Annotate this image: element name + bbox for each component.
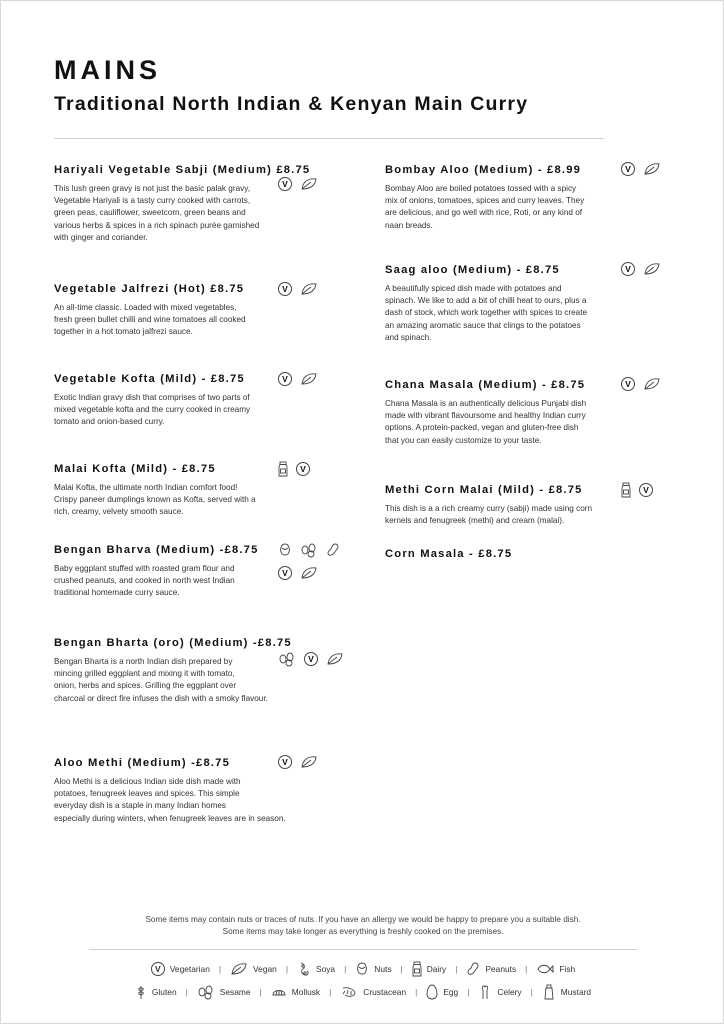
legend-separator: | [467,987,470,997]
fish-icon [536,963,554,975]
description-line: mix of onions, tomatoes, spices and curry leaves. They [385,196,585,206]
peanuts-icon [466,961,480,977]
dietary-icons [278,372,338,386]
description-line: especially during winters, when fenugreek leaves are in season. [54,813,286,823]
description-line: This lush green gravy is not just the basic palak gravy, [54,184,250,193]
description-line: options. A protein-packed, vegan and gluten-free dish [385,423,579,433]
vegan-icon [300,755,318,769]
description-line: made with vibrant flavoursome and healthy Indian curry [385,411,586,421]
description-line: mincing grilled eggplant and mixing it with tomato, [54,669,235,679]
legend-separator: | [400,964,403,974]
dietary-icons [278,282,338,296]
menu-item-name: Hariyali Vegetable Sabji (Medium) £8.75 [54,164,311,176]
legend-separator: | [455,964,458,974]
legend-item-fish [536,963,575,975]
description-line: Baby eggplant stuffed with roasted gram flour and [54,564,235,573]
nuts-icon [278,542,292,558]
legend-separator: | [218,964,222,974]
menu-item-description [385,183,584,232]
dietary-icons [278,755,338,769]
vegetarian-icon: V [278,755,292,769]
dietary-icons [278,461,338,477]
dairy-icon [621,482,631,498]
dietary-icons [621,262,681,276]
legend-label: Vegetarian [169,964,210,974]
legend-item-dairy [412,961,447,977]
celery-icon [478,984,492,1000]
description-line: Crispy paneer dumplings known as Kofta, served with a [54,495,256,505]
mustard-icon [542,984,556,1000]
menu-item-description [385,398,586,447]
legend-separator: | [259,987,262,997]
legend-separator: | [285,964,288,974]
peanuts-icon [326,542,340,558]
description-line: Exotic Indian gravy dish that comprises of two parts of [54,393,250,402]
legend-item-crustacean [340,985,406,999]
menu-item-description [54,776,286,825]
description-line: various herbs & spices in a rich spinach purée garnished [54,220,260,230]
legend-item-celery [478,984,521,1000]
allergy-note-line-1: Some items may contain nuts or traces of nuts. If you have an allergy we would be happy to prepare you a suitable dish. [145,915,581,924]
legend-label: Soya [316,964,336,974]
allergy-note [61,914,665,938]
legend-label: Celery [497,987,522,997]
legend-separator: | [329,987,332,997]
soya-icon [297,961,311,977]
menu-item [54,373,250,429]
legend-label: Fish [559,964,576,974]
menu-item [54,463,256,519]
legend-item-peanuts [466,961,516,977]
description-line: that you can easily customize to your taste. [385,435,542,445]
menu-item-description [54,302,246,339]
gluten-icon [135,984,147,1000]
menu-item-description [54,482,256,519]
menu-item-name: Vegetable Kofta (Mild) - £8.75 [54,373,245,385]
description-line: Bengan Bharta is a north Indian dish prepared by [54,657,233,666]
vegan-icon [230,962,248,976]
description-line: everyday dish is a staple in many Indian homes [54,801,227,811]
description-line: mixed vegetable kofta and the curry cooked in creamy [54,405,251,415]
description-line: Chana Masala is an authentically delicious Punjabi dish [385,399,587,408]
sesame-icon [197,984,215,1000]
description-line: an amazing aromatic sauce that clings to the potatoes [385,320,581,330]
legend-label: Dairy [426,964,447,974]
vegan-icon [643,162,661,176]
description-line: tomato and onion-based curry. [54,417,165,427]
menu-item-description [54,183,310,244]
menu-item-name: Bengan Bharta (oro) (Medium) -£8.75 [54,637,292,649]
legend-separator: | [415,987,418,997]
legend-separator: | [185,987,188,997]
vegetarian-icon: V [639,483,653,497]
description-line: potatoes, fenugreek leaves and spices. This simple [54,789,240,799]
menu-item-name: Corn Masala - £8.75 [385,548,513,560]
description-line: together in a hot tomato jalfrezi sauce. [54,327,193,337]
menu-item [385,484,592,527]
menu-item-name: Methi Corn Malai (Mild) - £8.75 [385,484,583,496]
vegetarian-icon: V [151,962,165,976]
description-line: crushed peanuts, and cooked in north west Indian [54,576,235,586]
legend-label: Sesame [219,987,251,997]
description-line: rich, creamy, velvety smooth sauce. [54,507,184,517]
description-line: charcoal or direct fire infuses the dish with a smoky flavour. [54,693,268,703]
nuts-icon [355,961,369,977]
vegetarian-icon: V [278,566,292,580]
menu-item [385,264,587,344]
description-line: Bombay Aloo are boiled potatoes tossed with a spicy [385,184,577,193]
legend-label: Peanuts [485,964,517,974]
legend-item-gluten [135,984,177,1000]
description-line: kernels and fenugreek (methi) and cream (malai). [385,516,565,526]
vegetarian-icon: V [621,262,635,276]
legend-item-egg [426,984,458,1000]
egg-icon [426,984,438,1000]
vegan-icon [643,377,661,391]
vegetarian-icon: V [621,162,635,176]
legend-label: Crustacean [363,987,407,997]
sesame-icon [300,542,318,558]
allergy-note-line-2: Some items may take longer as everything is freshly cooked on the premises. [222,927,504,936]
description-line: and spinach. [385,332,432,342]
dietary-icons [621,162,681,176]
description-line: This dish is a a rich creamy curry (sabji) made using corn [385,504,593,513]
menu-item-name: Vegetable Jalfrezi (Hot) £8.75 [54,283,245,295]
legend-separator: | [530,987,533,997]
menu-item-description [385,283,587,344]
description-line: are delicious, and go well with rice, Roti, or any kind of [385,208,583,218]
menu-item [385,379,586,447]
dietary-icons [621,482,681,498]
vegetarian-icon: V [278,372,292,386]
menu-item-description [385,503,592,527]
menu-item-name: Bombay Aloo (Medium) - £8.99 [385,164,582,176]
allergen-legend-row-2 [1,984,724,1000]
legend-item-vegetarian [151,962,210,976]
crustacean-icon [340,985,358,999]
menu-item [54,164,310,244]
dairy-icon [412,961,422,977]
vegan-icon [300,177,318,191]
menu-item-name: Chana Masala (Medium) - £8.75 [385,379,586,391]
header-divider [54,138,604,139]
legend-item-soya [297,961,335,977]
footer-divider [89,949,637,950]
vegan-icon [326,652,344,666]
vegan-icon [300,372,318,386]
legend-label: Mustard [560,987,592,997]
menu-item-description [54,656,292,705]
description-line: Aloo Methi is a delicious Indian side dish made with [54,777,241,786]
dietary-icons [278,651,358,667]
vegan-icon [643,262,661,276]
menu-item [385,164,584,232]
menu-item [54,757,286,825]
description-line: dash of stock, which work together with spices to create [385,308,588,318]
menu-item [385,548,512,560]
vegetarian-icon: V [278,177,292,191]
legend-item-vegan [230,962,277,976]
dietary-icons [278,177,338,191]
menu-item [54,544,259,600]
legend-item-sesame [197,984,251,1000]
menu-item-name: Malai Kofta (Mild) - £8.75 [54,463,216,475]
description-line: Malai Kofta, the ultimate north Indian comfort food! [54,483,238,492]
description-line: onion, herbs and spices. Grilling the eggplant over [54,681,237,691]
description-line: green peas, cauliflower, sweetcorn, green beans and [54,208,246,218]
legend-item-nuts [355,961,391,977]
description-line: with ginger and coriander. [54,232,148,242]
description-line: A beautifully spiced dish made with potatoes and [385,284,562,293]
page-subtitle: Traditional North Indian & Kenyan Main Curry [54,93,529,115]
menu-item-name: Saag aloo (Medium) - £8.75 [385,264,560,276]
dairy-icon [278,461,288,477]
vegetarian-icon: V [621,377,635,391]
description-line: An all-time classic. Loaded with mixed vegetables, [54,303,237,312]
menu-item-name: Bengan Bharva (Medium) -£8.75 [54,544,259,556]
legend-label: Vegan [253,964,277,974]
legend-item-mustard [542,984,591,1000]
dietary-icons [621,377,681,391]
menu-item [54,283,246,339]
description-line: Vegetable Hariyali is a tasty curry cooked with carrots, [54,196,251,206]
mollusk-icon [271,985,287,999]
description-line: spinach. We like to add a bit of chilli heat to ours, plus a [385,296,587,306]
vegan-icon [300,282,318,296]
description-line: traditional homemade curry sauce. [54,588,180,598]
legend-label: Nuts [374,964,392,974]
description-line: fresh green bullet chilli and wine tomatoes all cooked [54,315,246,325]
menu-item-description [54,563,259,600]
menu-item [54,637,292,705]
vegetarian-icon: V [278,282,292,296]
legend-separator: | [525,964,528,974]
legend-label: Gluten [151,987,177,997]
legend-separator: | [344,964,347,974]
vegan-icon [300,566,318,580]
description-line: naan breads. [385,220,433,230]
vegetarian-icon: V [296,462,310,476]
legend-label: Egg [443,987,459,997]
legend-label: Mollusk [291,987,321,997]
legend-item-mollusk [271,985,320,999]
sesame-icon [278,651,296,667]
allergen-legend-row-1 [1,961,724,977]
menu-item-description [54,392,250,429]
dietary-icons [278,542,342,580]
page-title: MAINS [54,55,161,85]
vegetarian-icon: V [304,652,318,666]
menu-item-name: Aloo Methi (Medium) -£8.75 [54,757,231,769]
